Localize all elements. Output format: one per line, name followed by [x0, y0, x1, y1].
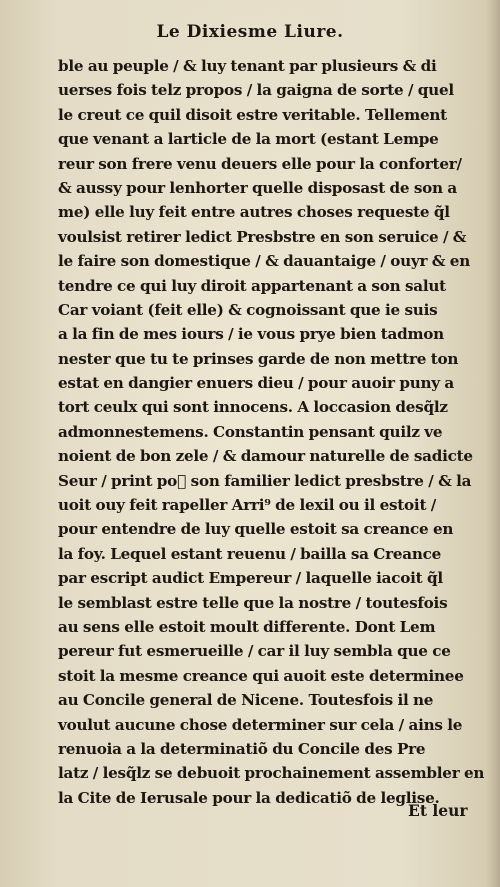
text-line: voulsist retirer ledict Presbstre en son seruice / &	[58, 227, 467, 246]
text-line: uerses fois telz propos / la gaigna de sorte / quel	[58, 81, 454, 100]
text-line: me) elle luy feit entre autres choses requeste q̃l	[58, 203, 450, 222]
text-line: pour entendre de luy quelle estoit sa creance en	[58, 520, 454, 539]
text-line: & aussy pour lenhorter quelle disposast de son a	[58, 178, 457, 197]
text-line: la foy. Lequel estant reuenu / bailla sa Creance	[58, 544, 442, 563]
text-line: le faire son domestique / & dauantaige / ouyr & en	[58, 252, 470, 271]
text-line: renuoia a la determinatiõ du Concile des Pre	[58, 739, 426, 758]
text-line: reur son frere venu deuers elle pour la conforter/	[58, 154, 462, 173]
text-line: le semblast estre telle que la nostre / toutesfois	[58, 593, 448, 612]
text-line: par escript audict Empereur / laquelle iacoit q̃l	[58, 569, 443, 588]
running-head	[0, 22, 500, 42]
text-line: noient de bon zele / & damour naturelle de sadicte	[58, 447, 473, 466]
text-line: Car voiant (feit elle) & cognoissant que ie suis	[58, 300, 438, 319]
text-line: que venant a larticle de la mort (estant Lempe	[58, 130, 439, 149]
text-line: tort ceulx qui sont innocens. A loccasion desq̃lz	[58, 398, 448, 417]
text-line: Seur / print po᷑ son familier ledict presbstre / & la	[58, 471, 472, 490]
text-line: uoit ouy feit rapeller Arri⁹ de lexil ou il estoit /	[58, 496, 437, 515]
text-line: estat en dangier enuers dieu / pour auoir puny a	[58, 374, 454, 393]
text-line: latz / lesq̃lz se debuoit prochainement assembler en	[58, 764, 485, 783]
text-line: pereur fut esmerueille / car il luy sembla que ce	[58, 642, 451, 661]
text-line: au Concile general de Nicene. Toutesfois il ne	[58, 691, 434, 710]
text-line: stoit la mesme creance qui auoit este determinee	[58, 666, 464, 685]
text-line: le creut ce quil disoit estre veritable. Tellement	[58, 105, 447, 124]
catchword: Et leur	[408, 801, 468, 820]
running-head-text: Le Dixiesme Liure.	[156, 22, 344, 42]
text-line: admonnestemens. Constantin pensant quilz ve	[58, 422, 443, 441]
body-text	[58, 54, 488, 810]
text-line: la Cite de Ierusale pour la dedicatiõ de leglise.	[58, 788, 440, 807]
text-line: tendre ce qui luy diroit appartenant a son salut	[58, 276, 446, 295]
text-line: a la fin de mes iours / ie vous prye bien tadmon	[58, 325, 444, 344]
text-line: nester que tu te prinses garde de non mettre ton	[58, 349, 459, 368]
page-edge-shadow	[486, 0, 500, 887]
text-line: au sens elle estoit moult differente. Dont Lem	[58, 617, 436, 636]
text-line: voulut aucune chose determiner sur cela / ains le	[58, 715, 463, 734]
text-line: ble au peuple / & luy tenant par plusieurs & di	[58, 57, 437, 75]
